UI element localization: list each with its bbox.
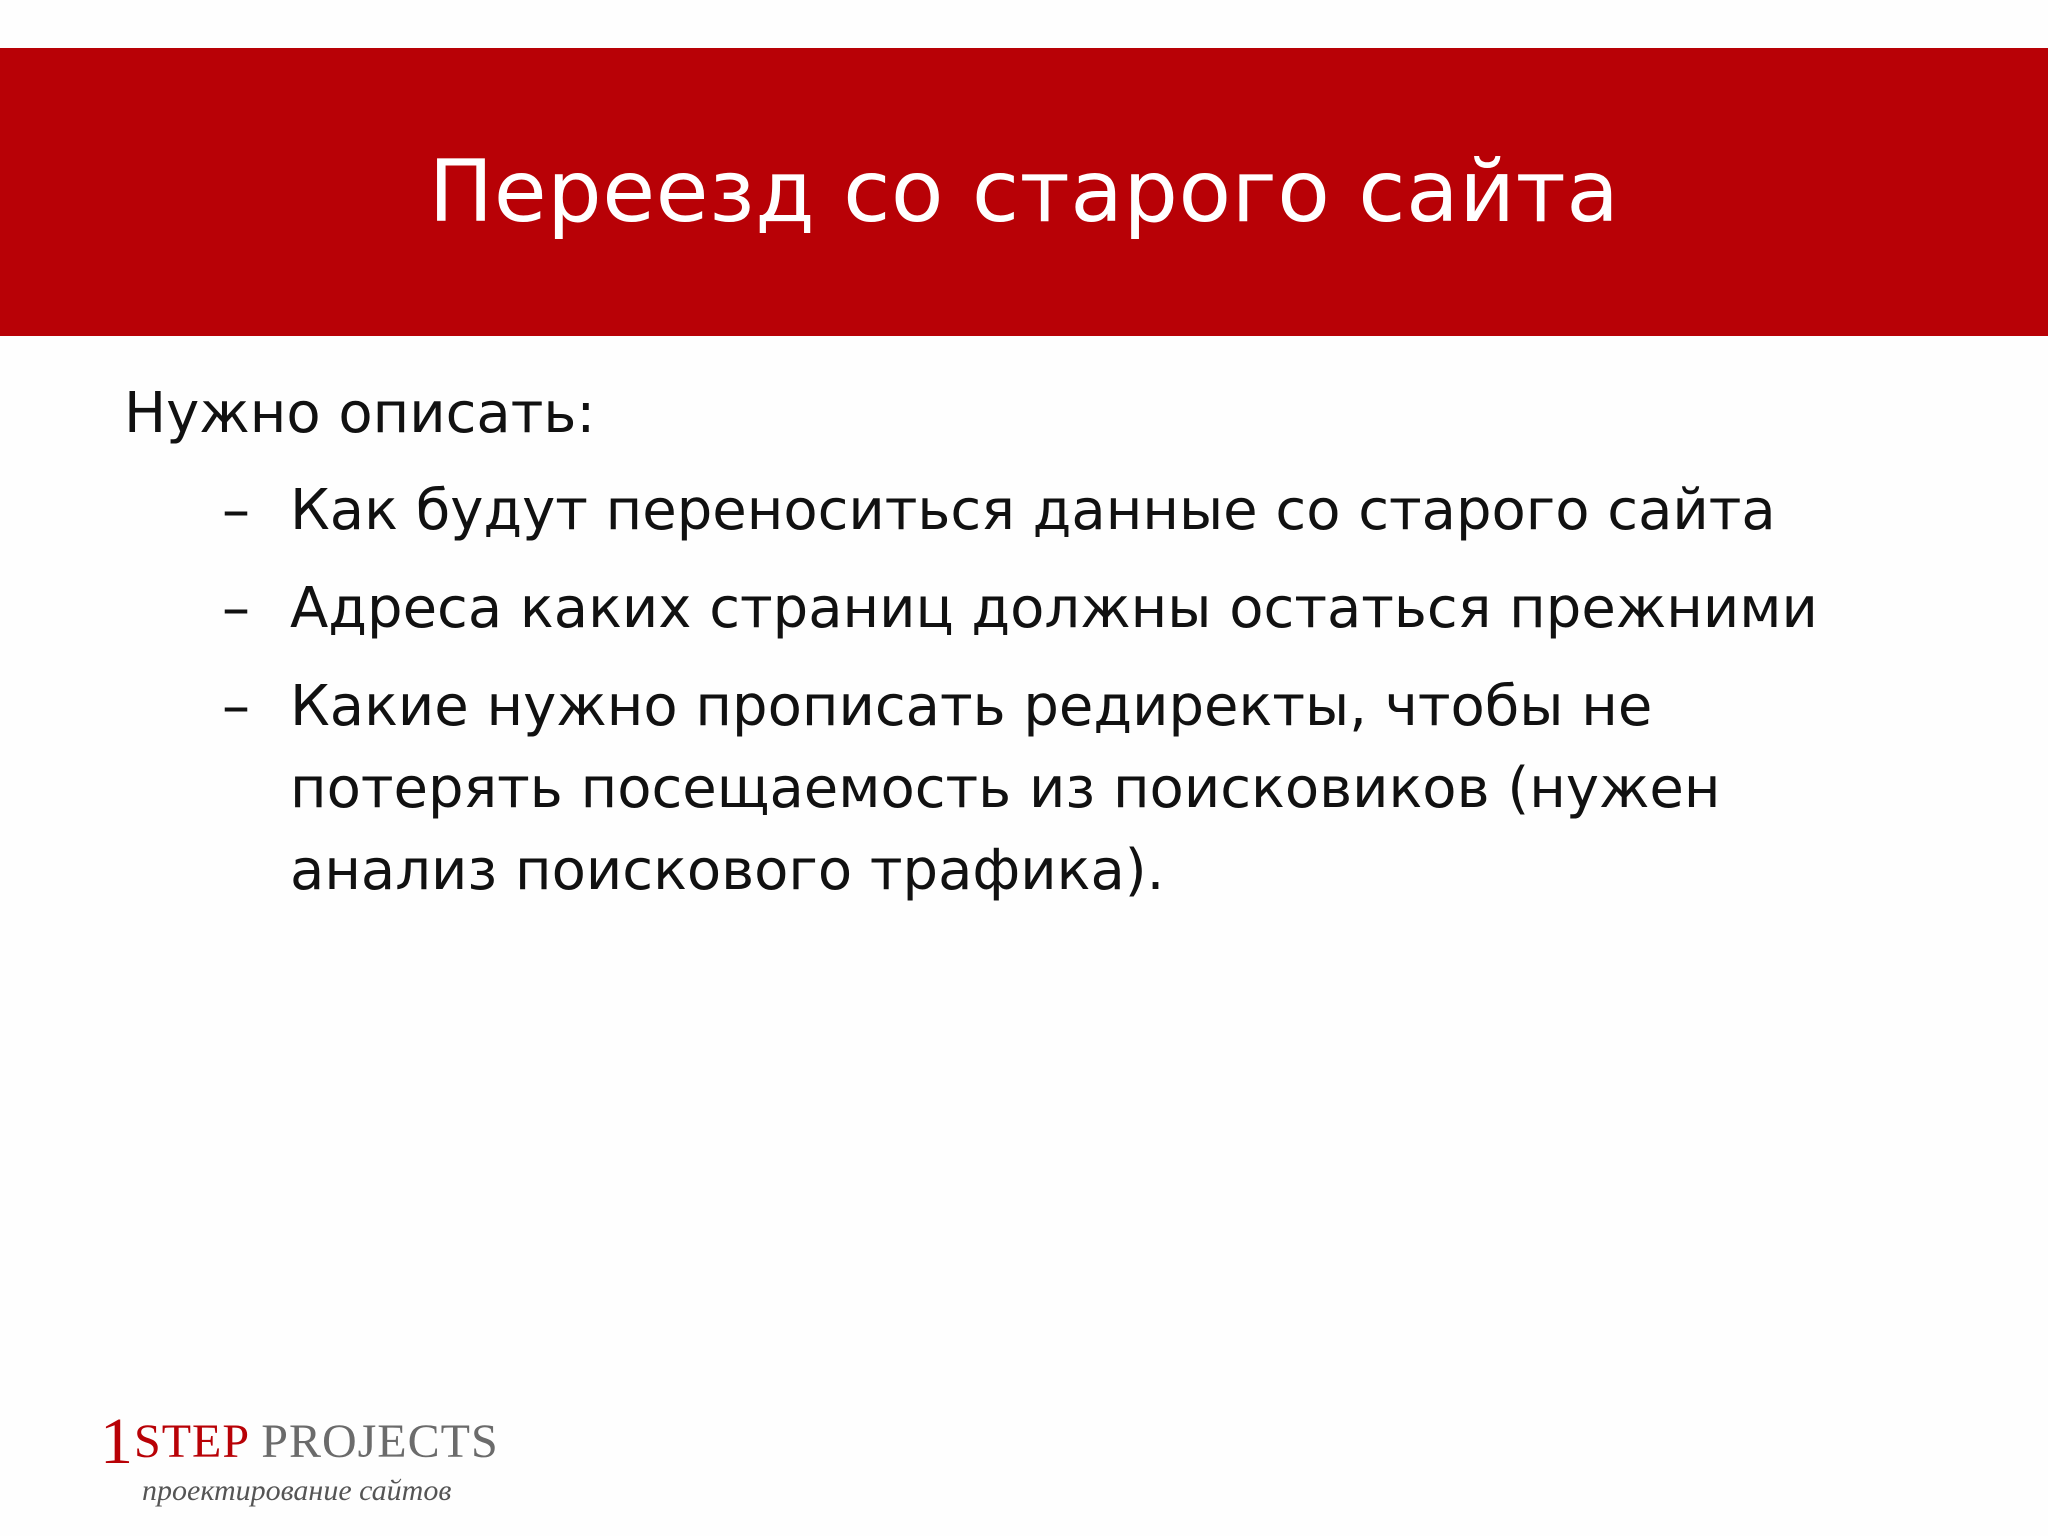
slide-content [124, 372, 1924, 928]
bullet-item [124, 568, 1924, 650]
lead-text: Нужно описать: [124, 381, 596, 446]
bullet-text: Какие нужно прописать редиректы, чтобы не потерять посещаемость из поисковиков (нужен анализ поискового трафика). [290, 674, 1721, 903]
dash-marker: – [222, 478, 250, 543]
dash-marker: – [222, 674, 250, 739]
logo-step: STEP [134, 1415, 249, 1468]
logo-wordmark [100, 1405, 520, 1478]
bullet-text: Как будут переноситься данные со старого сайта [290, 478, 1776, 543]
bullet-item [124, 470, 1924, 552]
company-logo [100, 1405, 520, 1524]
slide-title: Переезд со старого сайта [428, 142, 1620, 242]
dash-marker: – [222, 576, 250, 641]
bullet-list [124, 470, 1924, 912]
bullet-item [124, 666, 1924, 912]
logo-number: 1 [100, 1405, 134, 1478]
logo-tagline: проектирование сайтов [142, 1474, 452, 1507]
title-band [0, 48, 2048, 336]
bullet-text: Адреса каких страниц должны остаться прежними [290, 576, 1818, 641]
logo-projects: PROJECTS [261, 1415, 499, 1468]
